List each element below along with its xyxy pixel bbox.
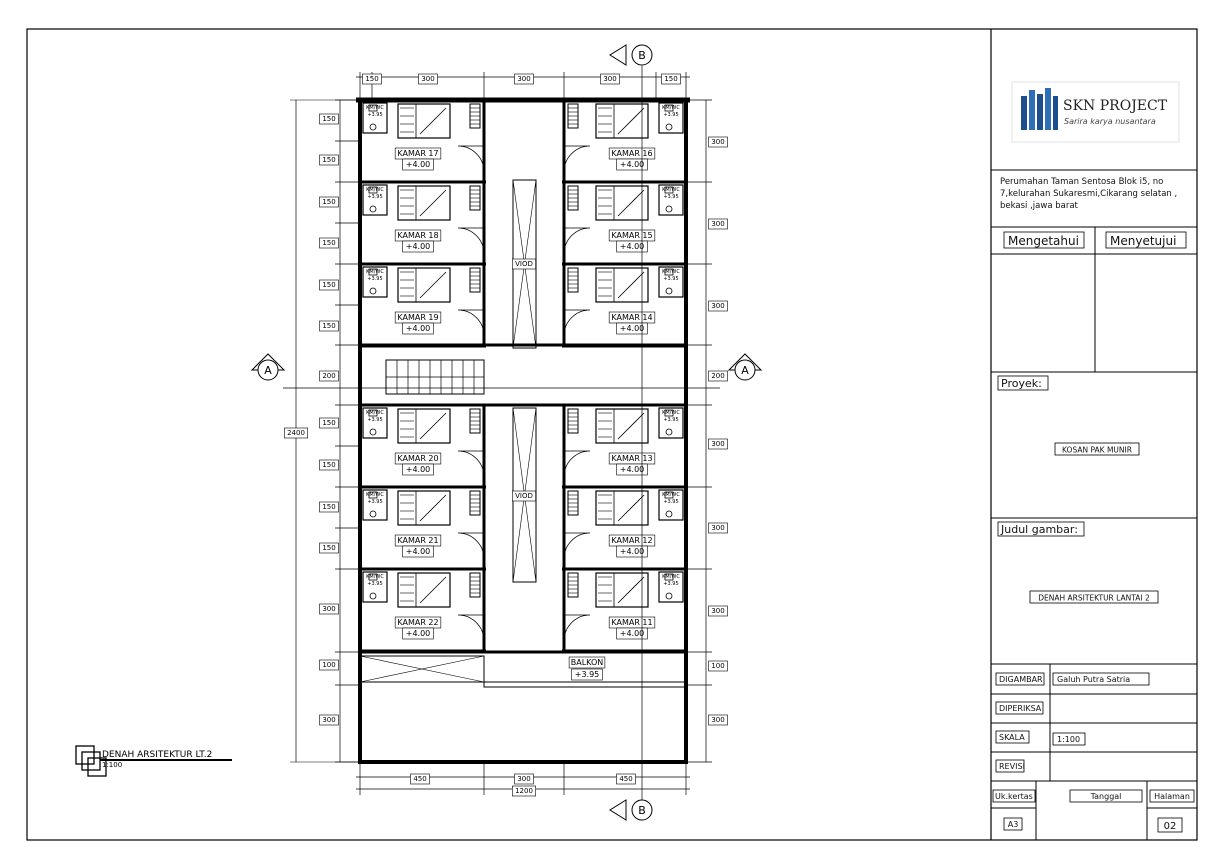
drawing-scale: 1:100 xyxy=(102,761,123,769)
dim-top: 150 xyxy=(365,75,379,83)
sink-icon xyxy=(666,206,672,212)
dim-left: 100 xyxy=(322,661,336,669)
dim-left: 150 xyxy=(322,281,336,289)
wc-label: KM/WC xyxy=(366,105,384,111)
room-name: KAMAR 22 xyxy=(397,618,439,627)
drawing-label xyxy=(76,746,232,776)
proyek-label: Proyek: xyxy=(1001,377,1042,390)
halaman-value: 02 xyxy=(1163,821,1177,832)
outer-wall xyxy=(360,100,686,762)
ukkertas-label: Uk.kertas xyxy=(995,792,1033,801)
ukkertas-value: A3 xyxy=(1007,820,1019,829)
bed-line xyxy=(420,577,446,603)
wc-label: KM/WC xyxy=(662,187,680,193)
dim-left: 150 xyxy=(322,503,336,511)
door-swing xyxy=(564,451,590,477)
section-a-letter: A xyxy=(264,364,272,377)
room-level: +4.00 xyxy=(405,547,431,556)
balcony-railing xyxy=(484,682,686,687)
dim-total-height: 2400 xyxy=(287,429,305,437)
wc-label: KM/WC xyxy=(366,492,384,498)
wc-level: +3.95 xyxy=(367,194,383,200)
room-level: +4.00 xyxy=(405,324,431,333)
door-swing xyxy=(458,228,484,254)
sink-icon xyxy=(666,511,672,517)
bed xyxy=(398,268,450,302)
sink-icon xyxy=(370,429,376,435)
dim-right: 100 xyxy=(711,662,725,670)
room-name: KAMAR 15 xyxy=(611,231,653,240)
wc-level: +3.95 xyxy=(663,417,679,423)
revisi-label: REVISI xyxy=(999,762,1025,771)
bed-line xyxy=(618,577,644,603)
wc-label: KM/WC xyxy=(366,410,384,416)
dim-right: 200 xyxy=(711,372,725,380)
floor-plan xyxy=(252,45,761,820)
room-level: +4.00 xyxy=(405,465,431,474)
dim-left: 150 xyxy=(322,419,336,427)
door-swing xyxy=(458,146,484,172)
wc-label: KM/WC xyxy=(662,410,680,416)
wc-level: +3.95 xyxy=(663,581,679,587)
room-level: +4.00 xyxy=(619,629,645,638)
door-swing xyxy=(458,451,484,477)
bed xyxy=(596,573,648,607)
address-line-3: bekasi ,jawa barat xyxy=(1000,201,1078,211)
dim-left: 150 xyxy=(322,115,336,123)
digambar-label: DIGAMBAR xyxy=(999,675,1043,684)
wc-label: KM/WC xyxy=(662,269,680,275)
bed xyxy=(596,268,648,302)
room-name: KAMAR 17 xyxy=(397,149,439,158)
dim-bottom: 300 xyxy=(517,775,531,783)
wc-level: +3.95 xyxy=(367,581,383,587)
sink-icon xyxy=(666,429,672,435)
dim-bottom: 450 xyxy=(619,775,633,783)
dim-left: 200 xyxy=(322,372,336,380)
wc-label: KM/WC xyxy=(366,187,384,193)
bed xyxy=(398,573,450,607)
dim-left: 150 xyxy=(322,461,336,469)
dim-right: 300 xyxy=(711,716,725,724)
room-name: KAMAR 19 xyxy=(397,313,439,322)
balkon-name: BALKON xyxy=(570,658,604,667)
room-name: KAMAR 21 xyxy=(397,536,439,545)
room-level: +4.00 xyxy=(619,465,645,474)
bed-line xyxy=(420,108,446,134)
dim-right: 300 xyxy=(711,524,725,532)
sink-icon xyxy=(370,593,376,599)
bed xyxy=(398,104,450,138)
address-line-2: 7,kelurahan Sukaresmi,Cikarang selatan , xyxy=(1000,189,1178,199)
wc-level: +3.95 xyxy=(663,194,679,200)
wc-level: +3.95 xyxy=(663,276,679,282)
wc-label: KM/WC xyxy=(662,574,680,580)
halaman-label: Halaman xyxy=(1154,792,1190,801)
dim-right: 300 xyxy=(711,440,725,448)
wc-level: +3.95 xyxy=(663,112,679,118)
sink-icon xyxy=(370,124,376,130)
wc-label: KM/WC xyxy=(366,269,384,275)
bed-line xyxy=(420,495,446,521)
address-line-1: Perumahan Taman Sentosa Blok i5, no xyxy=(1000,177,1164,187)
section-b-letter: B xyxy=(638,804,646,817)
dim-top: 300 xyxy=(517,75,531,83)
room-name: KAMAR 18 xyxy=(397,231,439,240)
sink-icon xyxy=(666,593,672,599)
door-swing xyxy=(458,615,484,641)
void-label: VIOD xyxy=(515,260,533,268)
section-b-letter: B xyxy=(638,49,646,62)
mengetahui-label: Mengetahui xyxy=(1008,234,1079,248)
door-swing xyxy=(564,310,590,336)
room-name: KAMAR 16 xyxy=(611,149,653,158)
bed xyxy=(398,491,450,525)
void-label: VIOD xyxy=(515,492,533,500)
wc-level: +3.95 xyxy=(663,499,679,505)
logo-tagline: Sarira karya nusantara xyxy=(1064,117,1156,126)
bed-line xyxy=(618,108,644,134)
skala-label: SKALA xyxy=(999,733,1025,742)
sink-icon xyxy=(370,206,376,212)
dim-right: 300 xyxy=(711,220,725,228)
room-name: KAMAR 14 xyxy=(611,313,653,322)
bed-line xyxy=(618,495,644,521)
dim-left: 150 xyxy=(322,322,336,330)
sink-icon xyxy=(370,511,376,517)
dim-left: 150 xyxy=(322,239,336,247)
dim-left: 300 xyxy=(322,605,336,613)
dim-top: 150 xyxy=(664,75,678,83)
door-swing xyxy=(564,228,590,254)
dim-left: 150 xyxy=(322,198,336,206)
room-level: +4.00 xyxy=(405,242,431,251)
room-level: +4.00 xyxy=(619,547,645,556)
door-swing xyxy=(564,615,590,641)
door-swing xyxy=(458,533,484,559)
door-swing xyxy=(564,146,590,172)
dim-right: 300 xyxy=(711,138,725,146)
room-level: +4.00 xyxy=(619,324,645,333)
dim-left: 300 xyxy=(322,716,336,724)
sink-icon xyxy=(666,288,672,294)
wc-level: +3.95 xyxy=(367,112,383,118)
drawing-title: DENAH ARSITEKTUR LT.2 xyxy=(102,750,213,760)
room-name: KAMAR 11 xyxy=(611,618,653,627)
bed xyxy=(596,409,648,443)
bed-line xyxy=(420,272,446,298)
judul-value: DENAH ARSITEKTUR LANTAI 2 xyxy=(1038,593,1150,603)
diperiksa-label: DIPERIKSA xyxy=(999,704,1042,713)
proyek-value: KOSAN PAK MUNIR xyxy=(1062,445,1132,455)
door-swing xyxy=(458,310,484,336)
logo-name: SKN PROJECT xyxy=(1063,98,1168,114)
bed xyxy=(398,409,450,443)
dim-right: 300 xyxy=(711,302,725,310)
title-block xyxy=(991,82,1197,840)
wc-label: KM/WC xyxy=(366,574,384,580)
skala-value: 1:100 xyxy=(1057,735,1081,744)
balkon-level: +3.95 xyxy=(574,670,600,679)
room-name: KAMAR 13 xyxy=(611,454,653,463)
room-name: KAMAR 20 xyxy=(397,454,439,463)
section-b-arrow xyxy=(610,800,626,820)
wc-level: +3.95 xyxy=(367,499,383,505)
dim-top: 300 xyxy=(603,75,617,83)
dim-bottom-total: 1200 xyxy=(515,787,533,795)
room-level: +4.00 xyxy=(619,242,645,251)
bed-line xyxy=(618,272,644,298)
wc-level: +3.95 xyxy=(367,417,383,423)
room-level: +4.00 xyxy=(405,629,431,638)
bed xyxy=(398,186,450,220)
wc-label: KM/WC xyxy=(662,105,680,111)
bed-line xyxy=(618,413,644,439)
digambar-value: Galuh Putra Satria xyxy=(1057,675,1131,684)
bed xyxy=(596,491,648,525)
dim-left: 150 xyxy=(322,156,336,164)
bed-line xyxy=(420,413,446,439)
bed-line xyxy=(618,190,644,216)
room-name: KAMAR 12 xyxy=(611,536,653,545)
door-swing xyxy=(564,533,590,559)
menyetujui-label: Menyetujui xyxy=(1110,234,1177,248)
skn-logo xyxy=(1012,82,1179,142)
sink-icon xyxy=(666,124,672,130)
dim-left: 150 xyxy=(322,544,336,552)
dim-bottom: 450 xyxy=(413,775,427,783)
section-b-arrow xyxy=(610,45,626,65)
dim-top: 300 xyxy=(421,75,435,83)
bed xyxy=(596,186,648,220)
bed-line xyxy=(420,190,446,216)
bed xyxy=(596,104,648,138)
judul-label: Judul gambar: xyxy=(1001,523,1078,536)
wc-label: KM/WC xyxy=(662,492,680,498)
sink-icon xyxy=(370,288,376,294)
wc-level: +3.95 xyxy=(367,276,383,282)
room-level: +4.00 xyxy=(619,160,645,169)
section-a-letter: A xyxy=(741,364,749,377)
tanggal-label: Tanggal xyxy=(1090,792,1122,801)
room-level: +4.00 xyxy=(405,160,431,169)
dim-right: 300 xyxy=(711,607,725,615)
